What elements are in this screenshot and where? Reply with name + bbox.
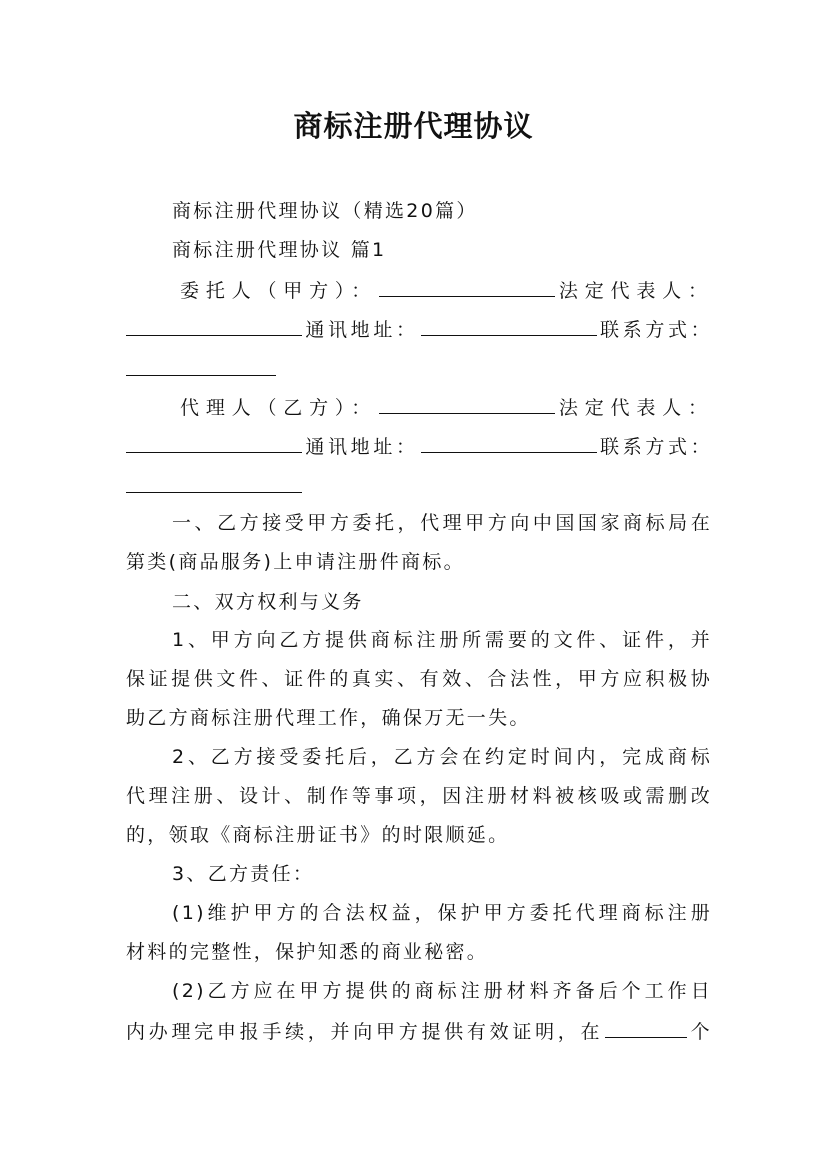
party-a-contact-blank <box>126 355 276 376</box>
party-a-line-3 <box>126 355 712 383</box>
party-b-legal-rep-label: 法定代表人： <box>557 397 712 419</box>
paragraph-line: 2、乙方接受委托后，乙方会在约定时间内，完成商标 <box>172 746 712 768</box>
paragraph-line: 一、乙方接受甲方委托，代理甲方向中国国家商标局在 <box>172 512 712 534</box>
party-a-address-blank <box>421 315 597 336</box>
party-b-line-2 <box>126 432 712 460</box>
days-blank <box>605 1017 687 1038</box>
paragraph-line: 二、双方权利与义务 <box>172 591 364 613</box>
paragraph-line: (1)维护甲方的合法权益，保护甲方委托代理商标注册 <box>172 902 712 924</box>
paragraph-line: (2)乙方应在甲方提供的商标注册材料齐备后个工作日 <box>172 980 712 1002</box>
paragraph-text-end: 个 <box>689 1021 712 1043</box>
party-a-line-1 <box>180 276 712 304</box>
party-b-address-blank <box>421 432 597 453</box>
paragraph-line: 的，领取《商标注册证书》的时限顺延。 <box>126 824 510 846</box>
agent-blank <box>379 393 555 414</box>
paragraph-line: 1、甲方向乙方提供商标注册所需要的文件、证件，并 <box>172 629 712 651</box>
party-a-legal-rep-label: 法定代表人： <box>557 280 712 302</box>
principal-blank <box>379 276 555 297</box>
paragraph-line-with-blank <box>126 1017 712 1045</box>
agent-label: 代理人（乙方）： <box>180 397 378 419</box>
document-title: 商标注册代理协议 <box>293 109 534 143</box>
paragraph-line: 第类(商品服务)上申请注册件商标。 <box>126 551 465 573</box>
section-heading: 商标注册代理协议 篇1 <box>172 239 387 261</box>
party-b-contact-label: 联系方式： <box>598 436 712 458</box>
party-a-address-label: 通讯地址： <box>304 319 419 341</box>
principal-label: 委托人（甲方）： <box>180 280 378 302</box>
paragraph-line: 3、乙方责任： <box>172 863 315 885</box>
party-b-address-label: 通讯地址： <box>304 436 419 458</box>
paragraph-line: 保证提供文件、证件的真实、有效、合法性，甲方应积极协 <box>126 668 712 690</box>
paragraph-text: 内办理完申报手续，并向甲方提供有效证明，在 <box>126 1021 604 1043</box>
party-b-line-1 <box>180 393 712 421</box>
party-a-contact-label: 联系方式： <box>598 319 712 341</box>
party-b-line-3 <box>126 472 712 500</box>
paragraph-line: 材料的完整性，保护知悉的商业秘密。 <box>126 941 489 963</box>
paragraph-line: 代理注册、设计、制作等事项，因注册材料被核吸或需删改 <box>126 785 712 807</box>
party-a-line-2 <box>126 315 712 343</box>
paragraph-line: 助乙方商标注册代理工作，确保万无一失。 <box>126 707 531 729</box>
party-b-contact-blank <box>126 472 302 493</box>
document-subtitle: 商标注册代理协议（精选20篇） <box>172 200 478 222</box>
party-b-legal-rep-blank <box>126 432 302 453</box>
party-a-legal-rep-blank <box>126 315 302 336</box>
